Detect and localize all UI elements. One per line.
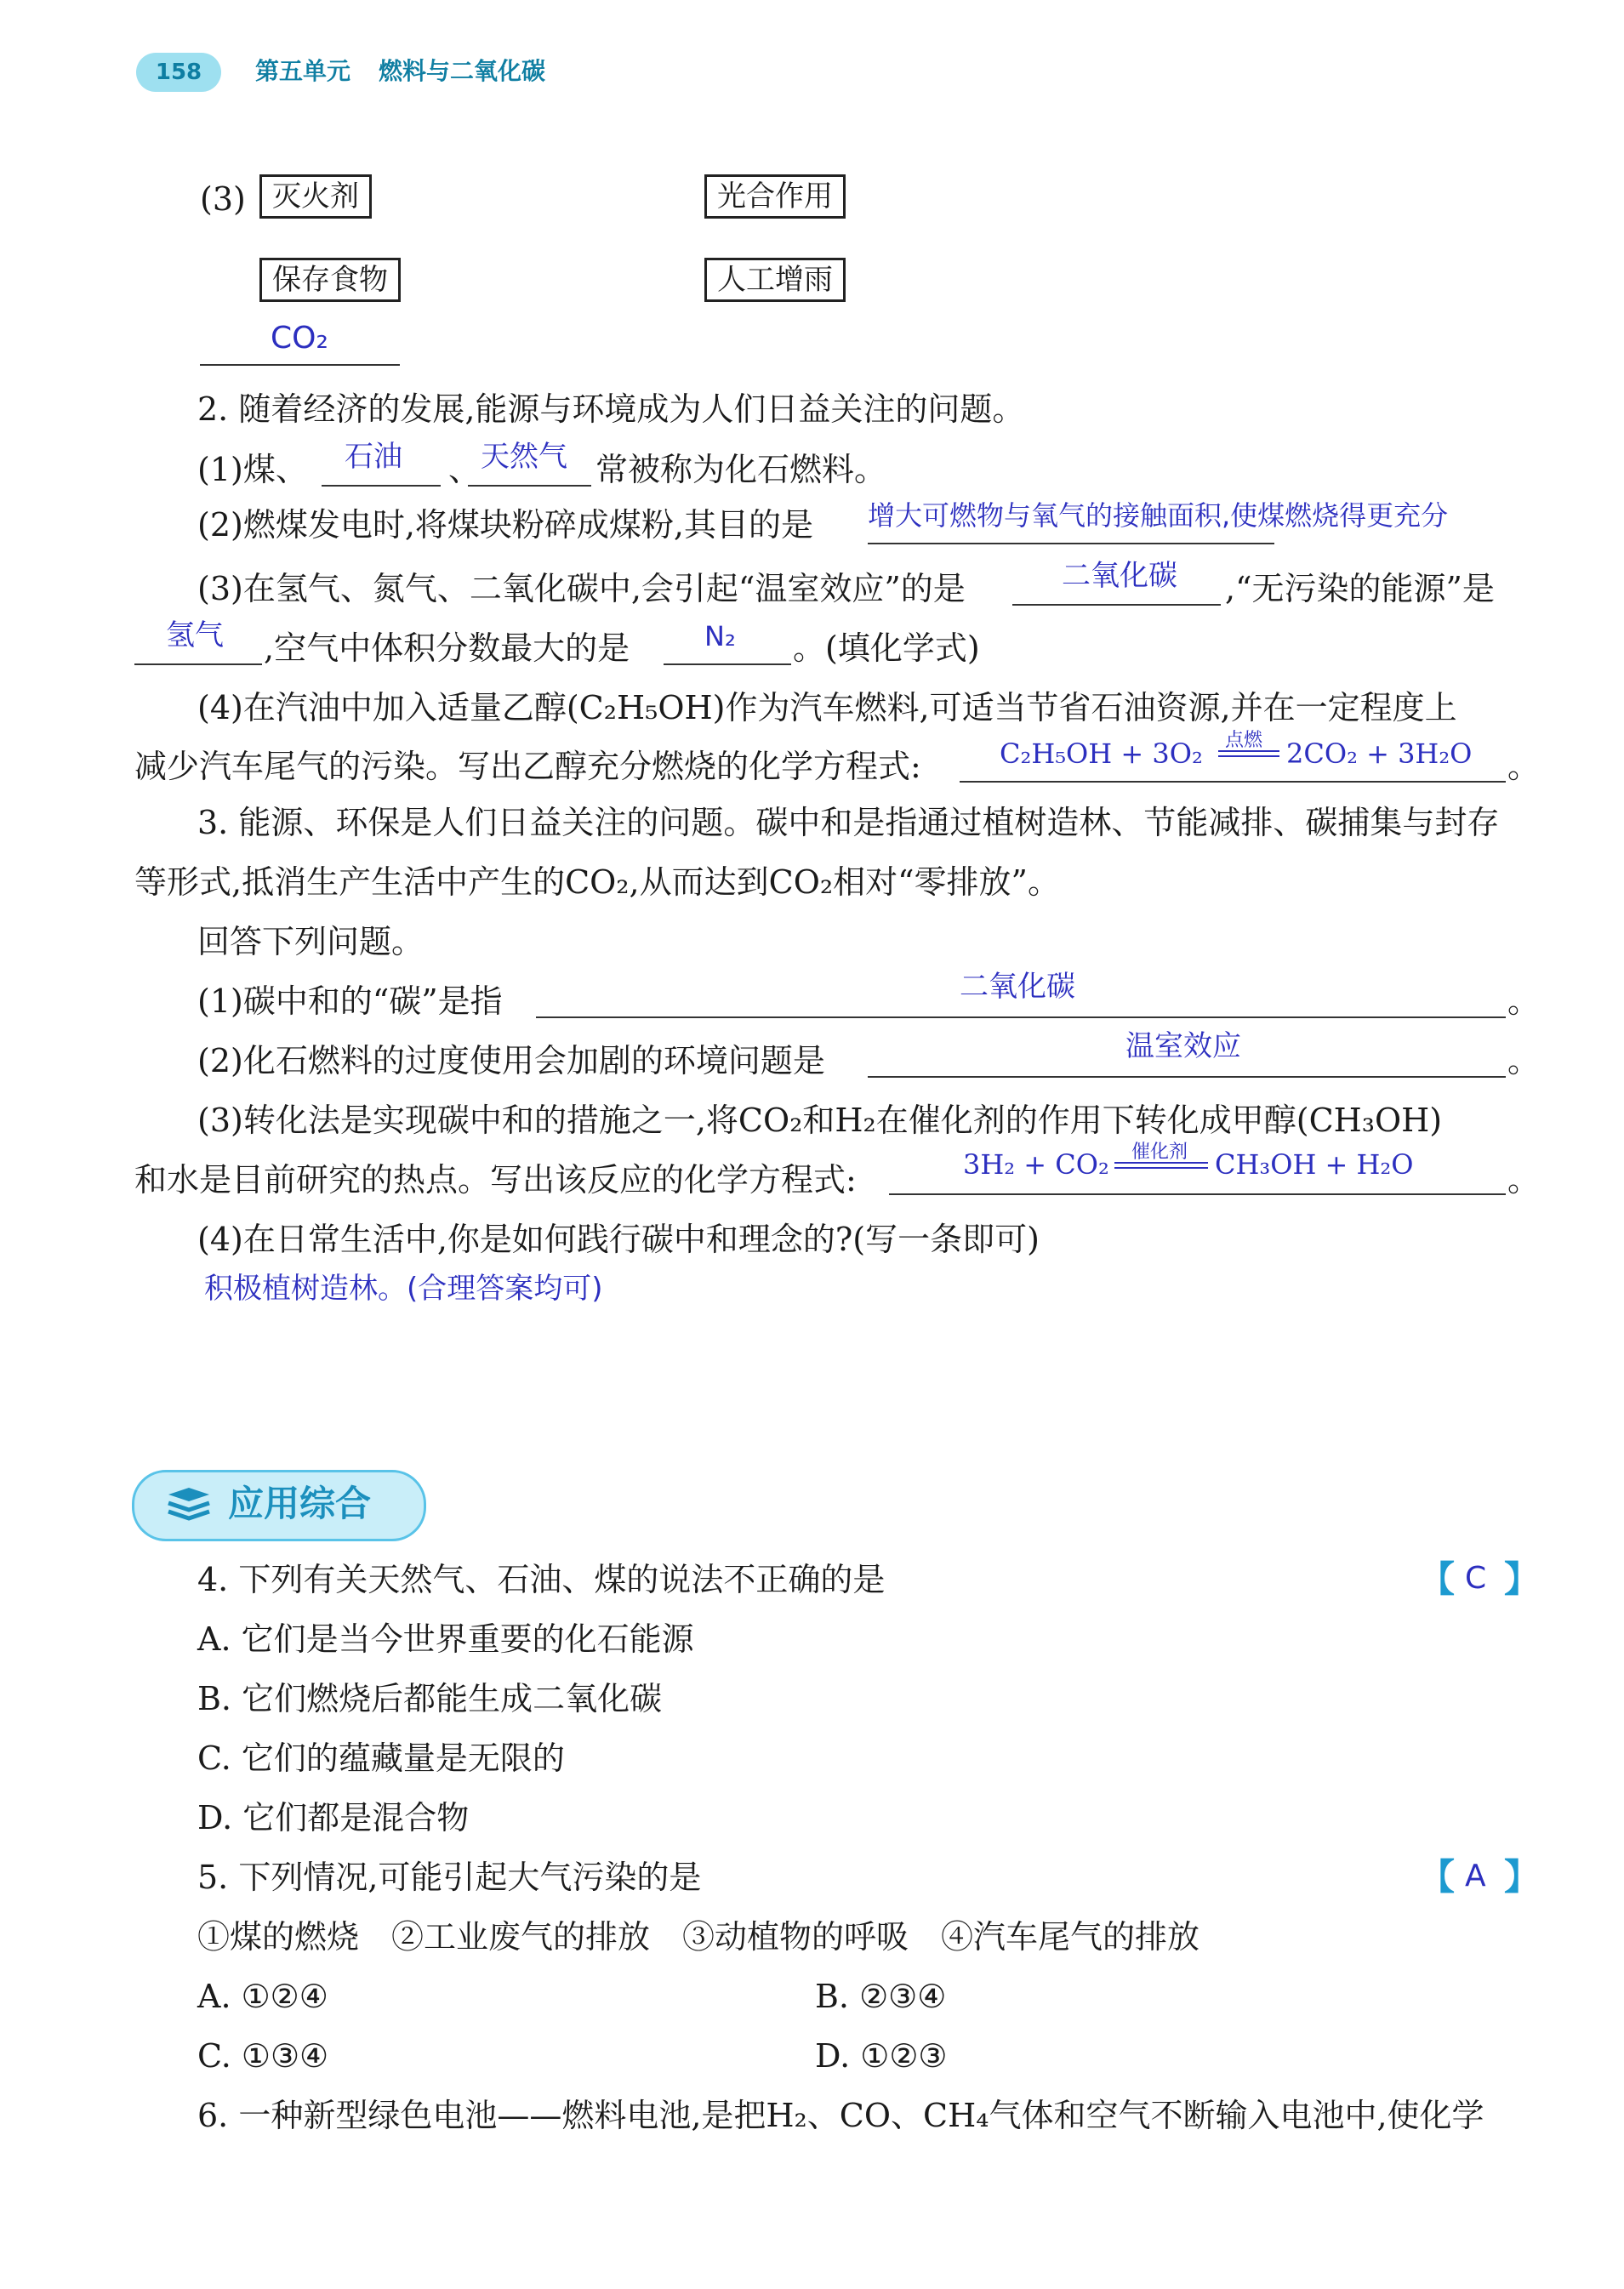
option-text: D. 它们都是混合物 xyxy=(197,1799,470,1836)
answer-blank xyxy=(960,781,1506,783)
question-stem: 5. 下列情况,可能引起大气污染的是 xyxy=(197,1859,702,1896)
answer-blank xyxy=(868,543,1274,544)
reaction-condition: 催化剂 xyxy=(1131,1142,1188,1163)
question-text: 。 xyxy=(1507,748,1541,785)
answer-blank xyxy=(1012,604,1221,606)
question-text: ,空气中体积分数最大的是 xyxy=(264,629,630,667)
answer-choice: A xyxy=(1465,1859,1486,1893)
reaction-condition: 点燃 xyxy=(1225,730,1263,751)
answer-text: 石油 xyxy=(345,440,402,474)
item-list: ①煤的燃烧 ②工业废气的排放 ③动植物的呼吸 ④汽车尾气的排放 xyxy=(197,1918,1200,1956)
answer-bracket-right: 】 xyxy=(1504,1856,1541,1898)
question-text: 。 xyxy=(1507,982,1541,1020)
equals-line xyxy=(1114,1162,1208,1164)
equation-right: CH₃OH + H₂O xyxy=(1215,1148,1414,1181)
question-text: (2)燃煤发电时,将煤块粉碎成煤粉,其目的是 xyxy=(197,506,813,544)
chapter-title: 燃料与二氧化碳 xyxy=(379,57,546,85)
question-text: 等形式,抵消生产生活中产生的CO₂,从而达到CO₂相对“零排放”。 xyxy=(134,863,1060,901)
question-stem: 3. 能源、环保是人们日益关注的问题。碳中和是指通过植树造林、节能减排、碳捕集与封存 xyxy=(197,804,1500,841)
answer-bracket-left: 【 xyxy=(1419,1856,1456,1898)
answer-text: CO₂ xyxy=(271,321,328,356)
books-icon xyxy=(165,1486,213,1527)
answer-blank xyxy=(134,663,262,665)
question-text: (4)在日常生活中,你是如何践行碳中和理念的?(写一条即可) xyxy=(197,1221,1040,1258)
section-header xyxy=(132,1470,426,1541)
answer-blank xyxy=(200,364,400,366)
question-text: 。 xyxy=(1507,1161,1541,1199)
question-text: (1)煤、 xyxy=(197,451,308,488)
question-text: 。(填化学式) xyxy=(793,629,980,667)
option-box: 灭火剂 xyxy=(259,174,372,219)
option-box: 保存食物 xyxy=(259,258,401,302)
question-text: (2)化石燃料的过度使用会加剧的环境问题是 xyxy=(197,1042,825,1079)
question-text: 减少汽车尾气的污染。写出乙醇充分燃烧的化学方程式: xyxy=(134,748,921,785)
question-text: 常被称为化石燃料。 xyxy=(595,451,887,488)
question-stem: 6. 一种新型绿色电池——燃料电池,是把H₂、CO、CH₄气体和空气不断输入电池中,使化学 xyxy=(197,2097,1484,2134)
equals-line xyxy=(1114,1167,1208,1169)
answer-text: 氢气 xyxy=(166,618,224,652)
question-text: 和水是目前研究的热点。写出该反应的化学方程式: xyxy=(134,1161,857,1199)
option-text: C. 它们的蕴藏量是无限的 xyxy=(197,1740,565,1777)
option-text: A. ①②④ xyxy=(197,1978,328,2015)
question-stem: 4. 下列有关天然气、石油、煤的说法不正确的是 xyxy=(197,1561,886,1598)
answer-blank xyxy=(868,1076,1506,1078)
question-text: 回答下列问题。 xyxy=(197,923,425,960)
answer-blank xyxy=(664,663,791,665)
answer-blank xyxy=(889,1193,1506,1195)
question-text: (3)转化法是实现碳中和的措施之一,将CO₂和H₂在催化剂的作用下转化成甲醇(CH₃OH) xyxy=(197,1102,1443,1139)
option-text: B. 它们燃烧后都能生成二氧化碳 xyxy=(197,1680,663,1717)
answer-text: 二氧化碳 xyxy=(960,970,1075,1004)
question-text: ,“无污染的能源”是 xyxy=(1225,570,1495,607)
option-box: 光合作用 xyxy=(704,174,846,219)
answer-text: 积极植树造林。(合理答案均可) xyxy=(204,1272,603,1306)
answer-blank xyxy=(322,485,441,487)
answer-text: N₂ xyxy=(704,620,736,652)
equation-right: 2CO₂ + 3H₂O xyxy=(1286,737,1473,770)
option-text: B. ②③④ xyxy=(815,1978,947,2015)
section-title: 应用综合 xyxy=(228,1483,372,1524)
equals-line xyxy=(1218,750,1279,752)
answer-bracket-right: 】 xyxy=(1504,1558,1541,1600)
question-text: 。 xyxy=(1507,1042,1541,1079)
answer-blank xyxy=(468,485,591,487)
question-text: (4)在汽油中加入适量乙醇(C₂H₅OH)作为汽车燃料,可适当节省石油资源,并在一定程度上 xyxy=(197,689,1457,726)
question-stem: 2. 随着经济的发展,能源与环境成为人们日益关注的问题。 xyxy=(197,390,1025,428)
question-text: 、 xyxy=(448,451,482,488)
equation-left: C₂H₅OH + 3O₂ xyxy=(1000,737,1203,770)
answer-text: 温室效应 xyxy=(1125,1029,1241,1063)
answer-blank xyxy=(536,1016,1506,1018)
question-text: (3)在氢气、氮气、二氧化碳中,会引起“温室效应”的是 xyxy=(197,570,966,607)
option-box: 人工增雨 xyxy=(704,258,846,302)
answer-text: 增大可燃物与氧气的接触面积,使煤燃烧得更充分 xyxy=(868,499,1449,532)
option-text: C. ①③④ xyxy=(197,2037,329,2075)
option-text: A. 它们是当今世界重要的化石能源 xyxy=(197,1620,694,1658)
equation-left: 3H₂ + CO₂ xyxy=(963,1148,1109,1181)
answer-text: 天然气 xyxy=(481,440,567,474)
q1-part-number: (3) xyxy=(200,180,246,218)
option-text: D. ①②③ xyxy=(815,2037,948,2075)
equals-line xyxy=(1218,755,1279,757)
answer-choice: C xyxy=(1465,1561,1487,1596)
answer-bracket-left: 【 xyxy=(1419,1558,1456,1600)
question-text: (1)碳中和的“碳”是指 xyxy=(197,982,503,1020)
page-number: 158 xyxy=(136,53,221,92)
answer-text: 二氧化碳 xyxy=(1062,559,1177,593)
unit-label: 第五单元 xyxy=(255,57,351,85)
